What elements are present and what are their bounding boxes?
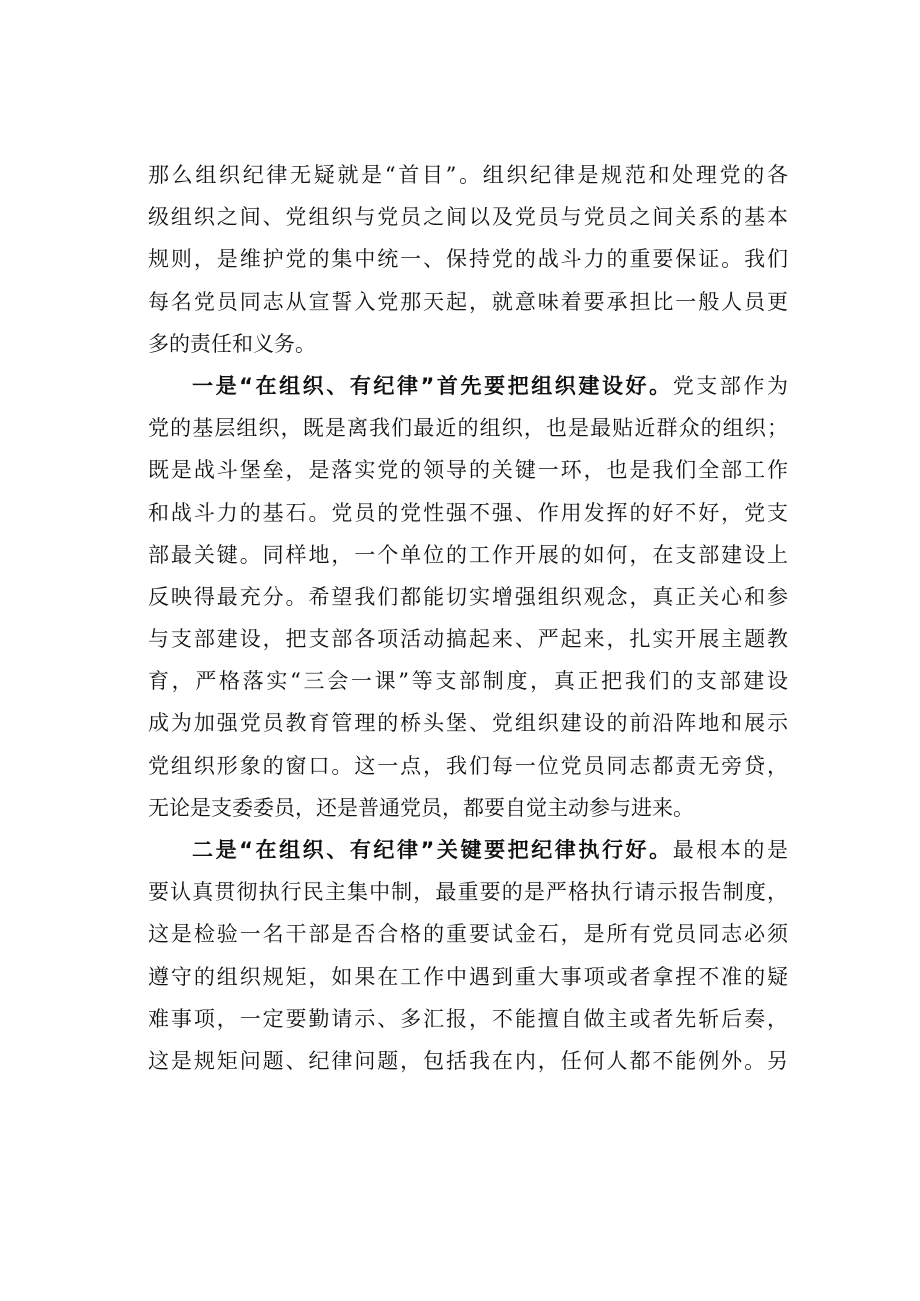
document-body [148, 154, 788, 1082]
text-line: 那么组织纪律无疑就是“首目”。组织纪律是规范和处理党的各 [148, 163, 788, 187]
paragraph-2 [148, 365, 788, 829]
text-line: 每名党员同志从宣誓入党那天起，就意味着要承担比一般人员更 [148, 289, 788, 314]
text-line: 无论是支委委员，还是普通党员，都要自觉主动参与进来。 [148, 795, 694, 820]
text-line: 和战斗力的基石。党员的党性强不强、作用发挥的好不好，党支 [148, 500, 788, 525]
text-line: 部最关键。同样地，一个单位的工作开展的如何，在支部建设上 [148, 542, 788, 567]
paragraph-heading: 一是“在组织、有纪律”首先要把组织建设好。 [192, 373, 673, 398]
text-line: 级组织之间、党组织与党员之间以及党员与党员之间关系的基本 [148, 205, 788, 230]
text-line: 这是规矩问题、纪律问题，包括我在内，任何人都不能例外。另 [148, 1048, 788, 1073]
text-line: 遵守的组织规矩，如果在工作中遇到重大事项或者拿捏不准的疑 [148, 964, 788, 989]
paragraph-heading: 二是“在组织、有纪律”关键要把纪律执行好。 [192, 838, 673, 862]
paragraph-1 [148, 154, 788, 365]
text-line: 难事项，一定要勤请示、多汇报，不能擅自做主或者先斩后奏， [148, 1006, 788, 1031]
text-line: 党组织形象的窗口。这一点，我们每一位党员同志都责无旁贷， [148, 753, 788, 778]
text-line: 既是战斗堡垒，是落实党的领导的关键一环，也是我们全部工作 [148, 458, 788, 483]
text-line: 多的责任和义务。 [148, 331, 316, 356]
text-line: 育，严格落实“三会一课”等支部制度，真正把我们的支部建设 [148, 669, 788, 694]
text-line: 成为加强党员教育管理的桥头堡、党组织建设的前沿阵地和展示 [148, 711, 788, 736]
text-line: 党的基层组织，既是离我们最近的组织，也是最贴近群众的组织； [148, 416, 788, 441]
text-line: 要认真贯彻执行民主集中制，最重要的是严格执行请示报告制度， [148, 880, 788, 905]
paragraph-first-line [148, 365, 788, 407]
text-line: 这是检验一名干部是否合格的重要试金石，是所有党员同志必须 [148, 922, 788, 947]
text-line: 与支部建设，把支部各项活动搞起来、严起来，扎实开展主题教 [148, 627, 788, 652]
paragraph-3 [148, 829, 788, 1082]
paragraph-first-line [148, 829, 788, 871]
text-line: 规则，是维护党的集中统一、保持党的战斗力的重要保证。我们 [148, 247, 788, 272]
text-run: 最根本的是 [672, 838, 789, 862]
text-run: 党支部作为 [672, 373, 789, 398]
text-line: 反映得最充分。希望我们都能切实增强组织观念，真正关心和参 [148, 584, 788, 609]
